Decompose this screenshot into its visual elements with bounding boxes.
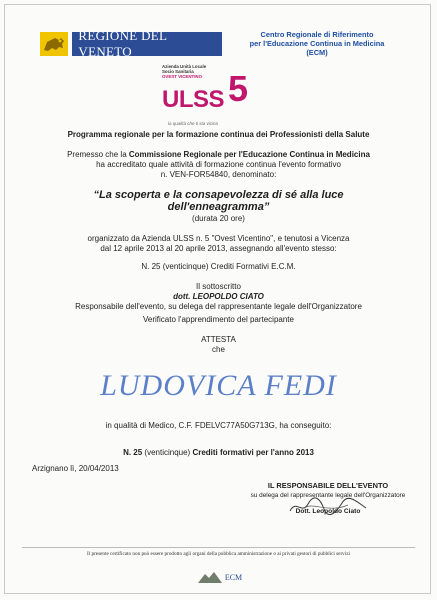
- ecm-line-2: per l'Educazione Continua in Medicina: [249, 39, 385, 48]
- ulss-small-line-3: OVEST VICENTINO: [162, 74, 203, 79]
- regione-veneto-wordmark: REGIONE DEL VENETO: [72, 32, 222, 56]
- event-code-line: n. VEN-FOR54840, denominato:: [160, 170, 277, 179]
- premise-line: [20, 150, 417, 160]
- qualification-line: in qualità di Medico, C.F. FDELVC77A50G713G, ha conseguito:: [105, 421, 332, 430]
- ulss-wordmark: ULSS: [162, 86, 225, 113]
- responsible-title: IL RESPONSABILE DELL'EVENTO: [267, 481, 389, 490]
- responsible-line: Responsabile dell'evento, su delega del rappresentante legale dell'Organizzatore: [75, 302, 362, 311]
- ulss-logo: [150, 60, 280, 132]
- ulss-tagline: la qualità che ti sta vicina: [168, 121, 219, 126]
- legal-note: Il presente certificato non può essere prodotto agli organi della pubblica amministrazione o ai privati gestori di pubblici servizi: [87, 551, 350, 557]
- doctor-name: dott. LEOPOLDO CIATO: [173, 292, 264, 301]
- credits-final-words: (venticinque): [142, 448, 193, 457]
- organized-line-1: organizzato da Azienda ULSS n. 5 "Ovest Vicentino", e tenutosi a Vicenza: [87, 234, 350, 243]
- verified-line: Verificato l'apprendimento del partecipante: [143, 315, 294, 324]
- organized-line-2: dal 12 aprile 2013 al 20 aprile 2013, assegnando all'evento stesso:: [100, 244, 337, 253]
- credits-final-number: N. 25: [123, 448, 143, 457]
- ecm-center-heading: [228, 30, 406, 57]
- ecm-footer-text: ECM: [224, 572, 243, 582]
- ecm-line-3: (ECM): [306, 48, 328, 57]
- ulss-number: 5: [228, 68, 249, 109]
- participant-name: LUDOVICA FEDI: [100, 369, 337, 402]
- event-duration: (durata 20 ore): [192, 214, 245, 223]
- attesta-label: ATTESTA: [201, 335, 236, 344]
- regione-veneto-logo: [40, 30, 222, 58]
- ulss-small-line-1: Azienda Unità Locale: [162, 64, 207, 69]
- credits-assigned: N. 25 (venticinque) Crediti Formativi E.C.M.: [141, 262, 296, 271]
- accredited-line: ha accreditato quale attività di formazione continua l'evento formativo: [96, 160, 341, 169]
- ulss-small-text: [162, 64, 206, 79]
- ulss-small-line-2: Socio Sanitaria: [162, 69, 194, 74]
- responsible-delegation: su delega del rappresentante legale dell'Organizzatore: [250, 492, 406, 499]
- premise-prefix: Premesso che la: [67, 150, 129, 159]
- event-title-line-2: dell'enneagramma”: [167, 201, 270, 213]
- mountain-icon: [197, 570, 223, 584]
- che-label: che: [212, 345, 225, 354]
- credits-final-line: [20, 448, 417, 458]
- commission-name: Commissione Regionale per l'Educazione Continua in Medicina: [128, 150, 370, 159]
- ecm-line-1: Centro Regionale di Riferimento: [260, 30, 374, 39]
- lion-icon: [40, 32, 68, 56]
- credits-final-year: Crediti formativi per l'anno 2013: [192, 448, 314, 457]
- place-date: Arzignano lì, 20/04/2013: [32, 464, 119, 473]
- ecm-footer-logo: [182, 569, 257, 585]
- program-title: Programma regionale per la formazione continua dei Professionisti della Salute: [67, 130, 370, 139]
- event-title-line-1: “La scoperta e la consapevolezza di sé alla luce: [93, 189, 344, 201]
- responsible-name: Dott. Leopoldo Ciato: [295, 508, 361, 515]
- undersigned-label: Il sottoscritto: [196, 282, 241, 291]
- footer-divider: [22, 547, 415, 548]
